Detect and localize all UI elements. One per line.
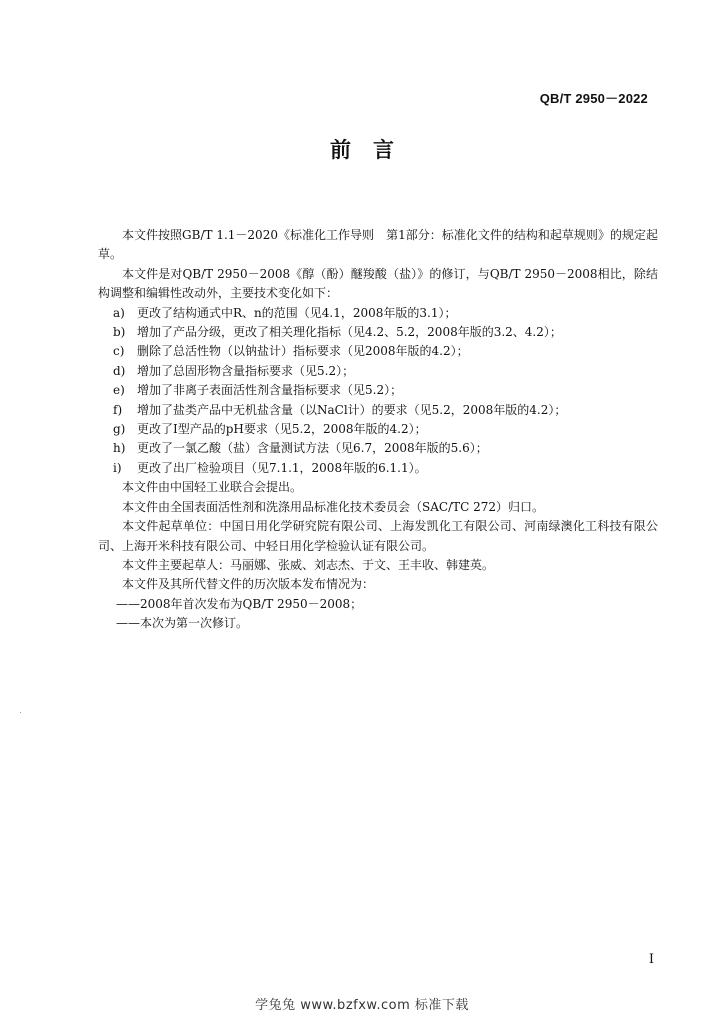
list-marker: b) (113, 325, 126, 340)
list-item (98, 381, 658, 400)
list-item-text: 增加了非离子表面活性剂含量指标要求（见5.2）； (137, 383, 403, 398)
list-item-text: 增加了盐类产品中无机盐含量（以NaCl计）的要求（见5.2，2008年版的4.2）； (137, 402, 567, 417)
list-item (98, 459, 658, 478)
history-item: ——本次为第一次修订。 (116, 616, 249, 631)
list-item (98, 439, 658, 458)
list-item (98, 362, 658, 381)
page-number: Ⅰ (648, 952, 654, 967)
list-marker: e) (113, 383, 125, 398)
paragraph-drafting-rules: 本文件按照GB/T 1.1－2020《标准化工作导则 第1部分：标准化文件的结构和起草规则》的规定起草。 (98, 228, 658, 262)
list-item (98, 420, 658, 439)
scan-artifact (20, 712, 21, 713)
paragraph-history-intro: 本文件及其所代替文件的历次版本发布情况为： (122, 577, 375, 592)
paragraph-proposer: 本文件由中国轻工业联合会提出。 (122, 480, 303, 495)
list-marker: h) (113, 441, 126, 456)
list-item-text: 更改了结构通式中R、n的范围（见4.1，2008年版的3.1）； (137, 305, 457, 320)
history-item: ——2008年首次发布为QB/T 2950－2008； (116, 596, 363, 611)
list-marker: f) (113, 402, 123, 417)
list-item-text: 删除了总活性物（以钠盐计）指标要求（见2008年版的4.2）； (137, 344, 469, 359)
list-marker: a) (113, 305, 125, 320)
paragraph-drafting-units: 本文件起草单位：中国日用化学研究院有限公司、上海发凯化工有限公司、河南绿澳化工科技有限公司、上海开米科技有限公司、中轻日用化学检验认证有限公司。 (98, 519, 658, 553)
list-item (98, 401, 658, 420)
list-item-text: 更改了出厂检验项目（见7.1.1，2008年版的6.1.1）。 (137, 460, 427, 475)
list-item (98, 342, 658, 361)
foreword-body (98, 226, 658, 634)
list-marker: g) (113, 422, 126, 437)
list-item-text: 增加了总固形物含量指标要求（见5.2）； (137, 363, 355, 378)
list-marker: d) (113, 363, 126, 378)
footer-watermark: 学兔兔 www.bzfxw.com 标准下载 (255, 998, 469, 1013)
list-marker: i) (113, 460, 122, 475)
list-item-text: 更改了Ⅰ型产品的pH要求（见5.2，2008年版的4.2）； (137, 422, 427, 437)
list-item (98, 304, 658, 323)
paragraph-revision-summary: 本文件是对QB/T 2950－2008《醇（酚）醚羧酸（盐）》的修订，与QB/T 2950－2008相比，除结构调整和编辑性改动外，主要技术变化如下： (98, 266, 658, 301)
list-item (98, 323, 658, 342)
page-title: 前言 (330, 138, 416, 162)
list-item-text: 更改了一氯乙酸（盐）含量测试方法（见6.7，2008年版的5.6）； (137, 441, 488, 456)
paragraph-drafters: 本文件主要起草人：马丽娜、张威、刘志杰、于文、王丰收、韩建英。 (122, 557, 495, 572)
list-marker: c) (113, 344, 125, 359)
list-item-text: 增加了产品分级，更改了相关理化指标（见4.2、5.2，2008年版的3.2、4.2）； (137, 325, 562, 340)
paragraph-committee: 本文件由全国表面活性剂和洗涤用品标准化技术委员会（SAC/TC 272）归口。 (122, 499, 545, 514)
document-code: QB/T 2950－2022 (539, 91, 648, 106)
